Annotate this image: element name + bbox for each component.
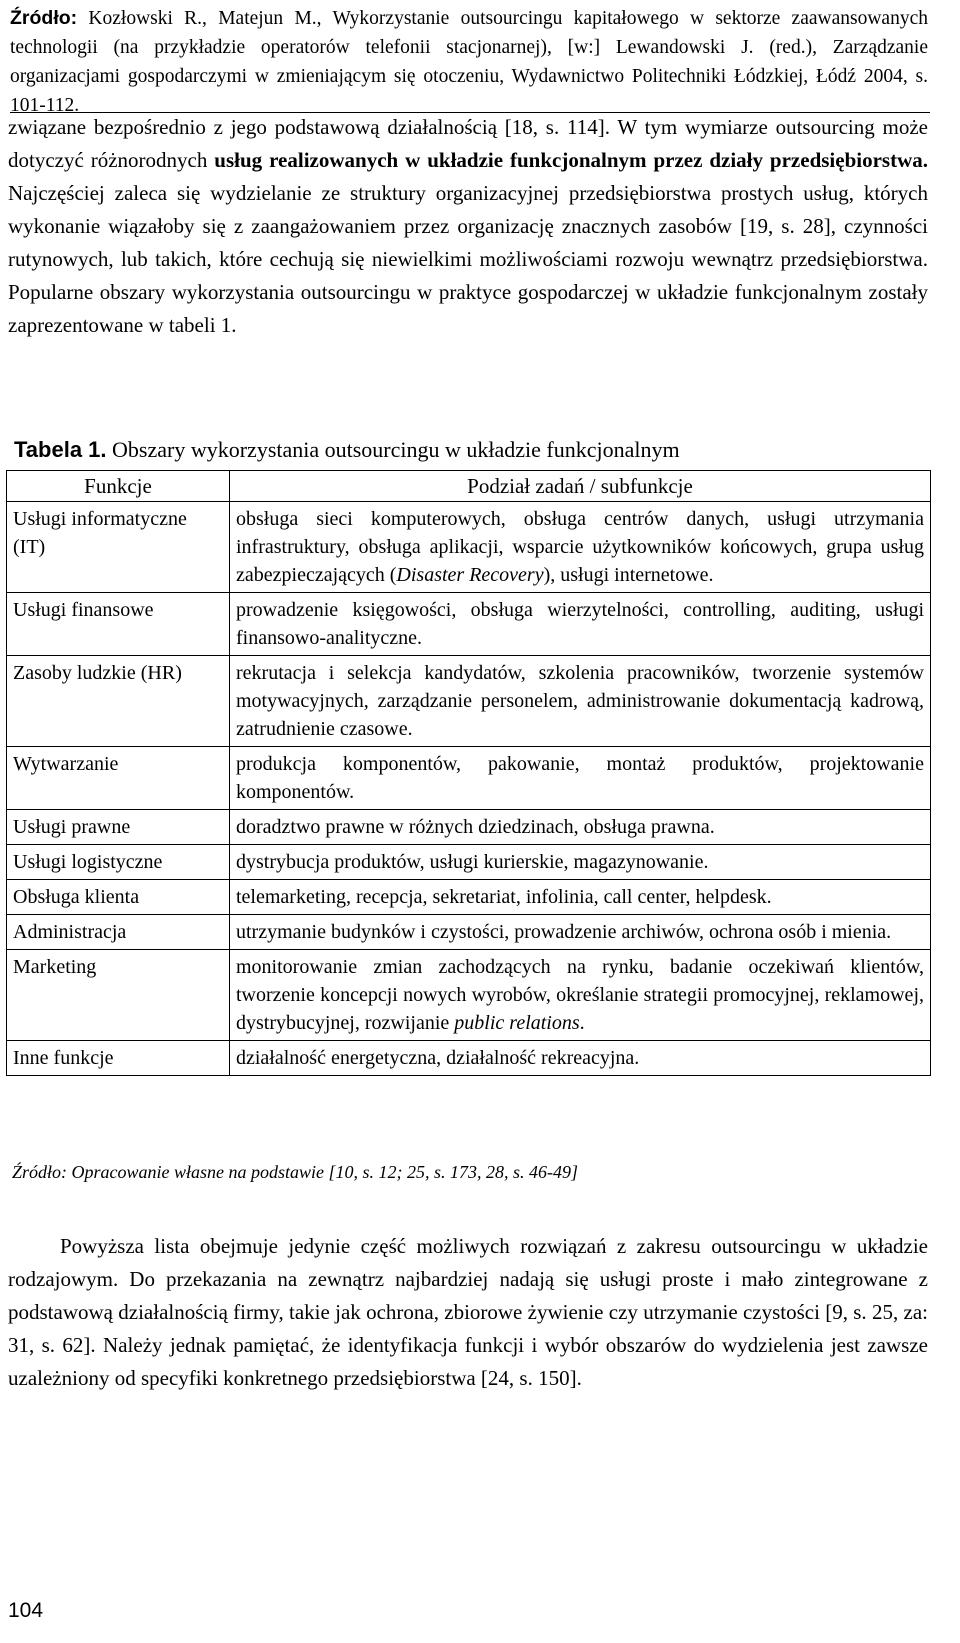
table-header-row: [7, 471, 931, 502]
paragraph-intro-part2: Najczęściej zaleca się wydzielanie ze struktury organizacyjnej przedsiębiorstwa prostych usług, których wykonanie wiązałoby się z zaangażowaniem przez organizację znacznych zasobów [19, s. 28], czynności rutynowych, lub takich, które cechują się niewielkimi możliwościami rozwoju wewnątrz przedsiębiorstwa. Popularne obszary wykorzystania outsourcingu w praktyce gospodarczej w układzie funkcjonalnym zostały zaprezentowane w tabeli 1.: [8, 181, 928, 337]
table-source-note: Źródło: Opracowanie własne na podstawie [10, s. 12; 25, s. 173, 28, s. 46-49]: [12, 1162, 579, 1182]
table-row: [7, 950, 931, 1041]
paragraph-conclusion-text: Powyższa lista obejmuje jedynie część możliwych rozwiązań z zakresu outsourcingu w układzie rodzajowym. Do przekazania na zewnątrz najbardziej nadają się usługi proste i mało zintegrowane z podstawową działalnością firmy, takie jak ochrona, zbiorowe żywienie czy utrzymanie czystości [9, s. 25, za: 31, s. 62]. Należy jednak pamiętać, że identyfikacja funkcji i wybór obszarów do wydzielenia jest zawsze uzależniony od specyfiki konkretnego przedsiębiorstwa [24, s. 150].: [8, 1234, 928, 1390]
paragraph-intro-part1: związane bezpośrednio z jego podstawową działalnością [18, s. 114]. W tym wymiarze outsourcing może dotyczyć różnorodnych: [8, 115, 928, 172]
tasks-cell: produkcja komponentów, pakowanie, montaż produktów, projektowanie komponentów.: [230, 747, 931, 810]
function-cell: Usługi informatyczne (IT): [7, 502, 230, 593]
table-caption-title: Obszary wykorzystania outsourcingu w układzie funkcjonalnym: [106, 437, 680, 462]
function-cell: Obsługa klienta: [7, 880, 230, 915]
table-row: [7, 1041, 931, 1076]
table-caption-label: Tabela 1.: [14, 437, 107, 462]
tasks-cell: [230, 502, 931, 593]
source-footnote-label: Źródło:: [10, 7, 78, 29]
tasks-cell: doradztwo prawne w różnych dziedzinach, obsługa prawna.: [230, 810, 931, 845]
paragraph-intro-bold: usług realizowanych w układzie funkcjonalnym przez działy przedsiębiorstwa.: [214, 148, 929, 172]
source-footnote-text: Kozłowski R., Matejun M., Wykorzystanie outsourcingu kapitałowego w sektorze zaawansowanych technologii (na przykładzie operatorów telefonii stacjonarnej), [w:] Lewandowski J. (red.), Zarządzanie organizacjami gospodarczymi w zmieniającym się otoczeniu, Wydawnictwo Politechniki Łódzkiej, Łódź 2004, s. 101-112.: [10, 8, 928, 116]
table-row: [7, 656, 931, 747]
table-row: [7, 880, 931, 915]
tasks-italic: public relations: [454, 1012, 580, 1034]
function-cell: Usługi prawne: [7, 810, 230, 845]
table-row: [7, 810, 931, 845]
tasks-text: monitorowanie zmian zachodzących na rynku, badanie oczekiwań klientów, tworzenie koncepcji nowych wyrobów, określanie strategii promocyjnej, reklamowej, dystrybucyjnej, rozwijanie: [236, 956, 924, 1034]
function-cell: Marketing: [7, 950, 230, 1041]
function-cell: Wytwarzanie: [7, 747, 230, 810]
paragraph-conclusion: [8, 1230, 928, 1395]
table-caption: [14, 435, 680, 465]
table-row: [7, 593, 931, 656]
column-header-tasks: Podział zadań / subfunkcje: [230, 471, 931, 502]
function-cell: Administracja: [7, 915, 230, 950]
function-cell: Zasoby ludzkie (HR): [7, 656, 230, 747]
tasks-cell: działalność energetyczna, działalność rekreacyjna.: [230, 1041, 931, 1076]
table-row: [7, 502, 931, 593]
table-row: [7, 747, 931, 810]
tasks-cell: telemarketing, recepcja, sekretariat, infolinia, call center, helpdesk.: [230, 880, 931, 915]
tasks-text: obsługa sieci komputerowych, obsługa centrów danych, usługi utrzymania infrastruktury, obsługa aplikacji, wsparcie użytkowników końcowych, grupa usług zabezpieczających (: [236, 508, 924, 586]
tasks-text-end: ), usługi internetowe.: [543, 564, 714, 586]
tasks-cell: rekrutacja i selekcja kandydatów, szkolenia pracowników, tworzenie systemów motywacyjnych, zarządzanie personelem, administrowanie dokumentacją kadrową, zatrudnienie czasowe.: [230, 656, 931, 747]
tasks-text-end: .: [579, 1012, 585, 1034]
source-footnote: [10, 4, 928, 120]
function-cell: Usługi logistyczne: [7, 845, 230, 880]
tasks-cell: dystrybucja produktów, usługi kurierskie, magazynowanie.: [230, 845, 931, 880]
column-header-functions: Funkcje: [7, 471, 230, 502]
page-number: 104: [8, 1599, 44, 1622]
table-row: [7, 845, 931, 880]
function-cell: Usługi finansowe: [7, 593, 230, 656]
tasks-cell: utrzymanie budynków i czystości, prowadzenie archiwów, ochrona osób i mienia.: [230, 915, 931, 950]
paragraph-intro: [8, 111, 928, 342]
tasks-cell: prowadzenie księgowości, obsługa wierzytelności, controlling, auditing, usługi finansowo-analityczne.: [230, 593, 931, 656]
tasks-cell: [230, 950, 931, 1041]
function-cell: Inne funkcje: [7, 1041, 230, 1076]
table-row: [7, 915, 931, 950]
tasks-italic: Disaster Recovery: [396, 564, 544, 586]
functions-table: [6, 470, 931, 1076]
